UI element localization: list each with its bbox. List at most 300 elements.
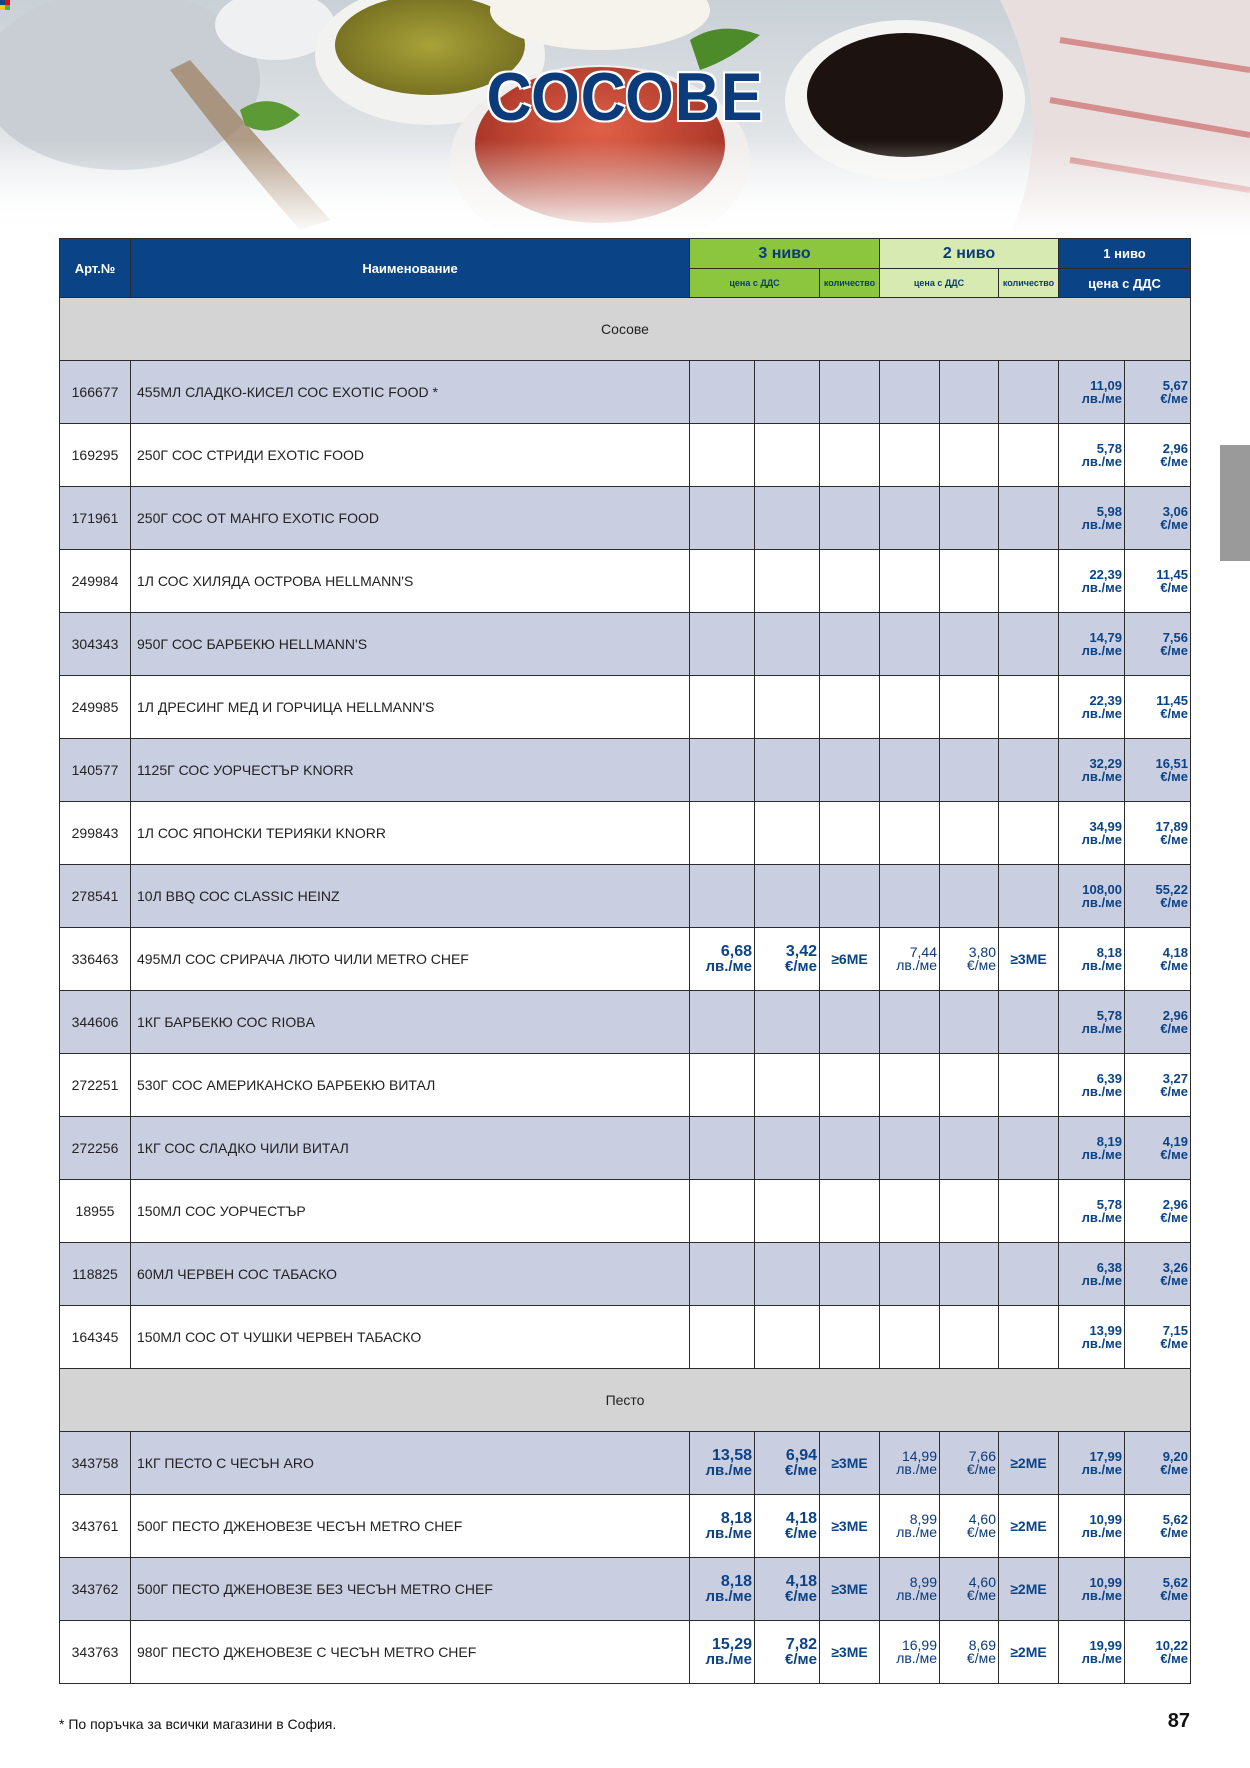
column-header-name: Наименование [131, 239, 690, 298]
level3-price-eur [755, 1432, 820, 1495]
level1-price-eur-value: 3,26 [1162, 1260, 1189, 1275]
table-row [60, 1180, 1191, 1243]
level3-empty-cell [755, 865, 820, 928]
level1-price-bgn-unit: лв./ме [1081, 895, 1122, 910]
level1-price-eur-value: 16,51 [1155, 756, 1189, 771]
product-name: 150МЛ СОС ОТ ЧУШКИ ЧЕРВЕН ТАБАСКО [131, 1306, 690, 1369]
level3-price-bgn-unit: лв./ме [705, 958, 752, 975]
level1-price-eur-value: 3,27 [1162, 1071, 1189, 1086]
level2-empty-cell [880, 1117, 940, 1180]
level1-price-bgn-unit: лв./ме [1081, 580, 1122, 595]
hero-banner [0, 0, 1250, 235]
level2-empty-cell [999, 676, 1059, 739]
level1-price-bgn-value: 10,99 [1089, 1512, 1122, 1527]
level1-price-eur [1125, 1495, 1191, 1558]
level2-empty-cell [940, 1180, 999, 1243]
level1-price-bgn-value: 5,78 [1096, 1197, 1122, 1212]
level2-price-bgn-unit: лв./ме [896, 1461, 937, 1477]
level1-price-eur [1125, 802, 1191, 865]
level1-price-eur-value: 2,96 [1162, 1008, 1189, 1023]
level1-price-eur [1125, 1306, 1191, 1369]
level2-price-bgn [880, 1432, 940, 1495]
level1-price-bgn [1059, 1117, 1125, 1180]
level1-price-bgn-value: 32,29 [1089, 756, 1122, 771]
level3-empty-cell [755, 739, 820, 802]
level2-empty-cell [880, 865, 940, 928]
article-number: 344606 [60, 991, 131, 1054]
level2-price-eur [940, 1621, 999, 1684]
level3-price-eur-value: 4,18 [785, 1510, 817, 1527]
level3-price-eur-value: 6,94 [785, 1447, 817, 1464]
level2-quantity: ≥2МЕ [999, 1558, 1059, 1621]
level1-price-bgn-unit: лв./ме [1081, 517, 1122, 532]
level1-price-eur [1125, 1432, 1191, 1495]
level2-empty-cell [880, 1054, 940, 1117]
level3-empty-cell [820, 613, 880, 676]
level3-empty-cell [690, 991, 755, 1054]
level2-price-bgn-value: 8,99 [909, 1574, 937, 1590]
level2-empty-cell [999, 865, 1059, 928]
level2-empty-cell [999, 1117, 1059, 1180]
table-row [60, 991, 1191, 1054]
level1-price-eur-value: 5,62 [1162, 1575, 1189, 1590]
level1-price-eur-unit: €/ме [1160, 454, 1189, 469]
level3-empty-cell [755, 1054, 820, 1117]
level2-empty-cell [999, 802, 1059, 865]
level1-price-eur [1125, 739, 1191, 802]
level1-price-eur-unit: €/ме [1160, 1651, 1189, 1666]
level1-price-bgn-value: 5,78 [1096, 441, 1122, 456]
level2-empty-cell [940, 1054, 999, 1117]
article-number: 343761 [60, 1495, 131, 1558]
level1-price-eur-value: 7,15 [1162, 1323, 1189, 1338]
level1-price-eur-unit: €/ме [1160, 895, 1189, 910]
level2-price-eur-unit: €/ме [966, 1524, 996, 1540]
level2-price-eur-value: 7,66 [968, 1448, 996, 1464]
level2-price-eur-value: 8,69 [968, 1637, 996, 1653]
table-row [60, 1495, 1191, 1558]
product-name: 1Л СОС ХИЛЯДА ОСТРОВА HELLMANN'S [131, 550, 690, 613]
level3-empty-cell [755, 424, 820, 487]
level2-empty-cell [999, 550, 1059, 613]
product-name: 980Г ПЕСТО ДЖЕНОВЕЗЕ С ЧЕСЪН METRO CHEF [131, 1621, 690, 1684]
article-number: 140577 [60, 739, 131, 802]
brand-logo-icon [0, 0, 10, 10]
level1-price-eur [1125, 550, 1191, 613]
article-number: 166677 [60, 361, 131, 424]
level2-empty-cell [880, 613, 940, 676]
level2-price-bgn-unit: лв./ме [896, 1650, 937, 1666]
table-row [60, 1432, 1191, 1495]
level1-price-bgn-value: 8,18 [1096, 945, 1122, 960]
article-number: 164345 [60, 1306, 131, 1369]
level1-price-eur-unit: €/ме [1160, 1462, 1189, 1477]
level3-empty-cell [755, 676, 820, 739]
level1-price-bgn [1059, 361, 1125, 424]
level3-price-bgn-value: 8,18 [720, 1573, 752, 1590]
level1-price-bgn-unit: лв./ме [1081, 1147, 1122, 1162]
level3-empty-cell [820, 865, 880, 928]
level2-price-eur-unit: €/ме [966, 957, 996, 973]
product-name: 1Л ДРЕСИНГ МЕД И ГОРЧИЦА HELLMANN'S [131, 676, 690, 739]
level3-empty-cell [820, 802, 880, 865]
level3-price-eur-unit: €/ме [785, 958, 817, 975]
level3-price-eur [755, 928, 820, 991]
level2-empty-cell [880, 1306, 940, 1369]
level2-price-eur [940, 1558, 999, 1621]
level2-empty-cell [999, 1054, 1059, 1117]
level3-price-bgn [690, 1621, 755, 1684]
level1-price-bgn [1059, 424, 1125, 487]
level1-price-bgn-unit: лв./ме [1081, 391, 1122, 406]
level3-empty-cell [690, 1180, 755, 1243]
level1-price-eur [1125, 1243, 1191, 1306]
level1-price-eur [1125, 487, 1191, 550]
section-title: Сосове [60, 298, 1191, 361]
level1-price-eur [1125, 928, 1191, 991]
level1-price-bgn-unit: лв./ме [1081, 832, 1122, 847]
level2-price-eur-unit: €/ме [966, 1587, 996, 1603]
level2-empty-cell [880, 802, 940, 865]
level3-price-bgn-value: 6,68 [720, 943, 752, 960]
level2-price-bgn [880, 1621, 940, 1684]
product-name: 495МЛ СОС СРИРАЧА ЛЮТО ЧИЛИ METRO CHEF [131, 928, 690, 991]
article-number: 249985 [60, 676, 131, 739]
level2-empty-cell [880, 1243, 940, 1306]
level1-price-bgn [1059, 1243, 1125, 1306]
article-number: 249984 [60, 550, 131, 613]
level1-price-bgn [1059, 739, 1125, 802]
level1-price-bgn [1059, 1558, 1125, 1621]
level2-empty-cell [940, 865, 999, 928]
product-name: 1КГ ПЕСТО С ЧЕСЪН ARO [131, 1432, 690, 1495]
product-name: 1125Г СОС УОРЧЕСТЪР KNORR [131, 739, 690, 802]
level1-price-eur-unit: €/ме [1160, 1273, 1189, 1288]
level3-empty-cell [755, 1306, 820, 1369]
level3-price-header: цена с ДДС [690, 269, 820, 298]
level3-price-bgn-unit: лв./ме [705, 1462, 752, 1479]
level1-price-eur-unit: €/ме [1160, 391, 1189, 406]
column-header-article: Арт.№ [60, 239, 131, 298]
level1-price-eur-unit: €/ме [1160, 832, 1189, 847]
level1-price-bgn-value: 5,98 [1096, 504, 1122, 519]
table-row [60, 739, 1191, 802]
level1-price-bgn-value: 22,39 [1089, 567, 1122, 582]
product-name: 1Л СОС ЯПОНСКИ ТЕРИЯКИ KNORR [131, 802, 690, 865]
level3-quantity: ≥3МЕ [820, 1432, 880, 1495]
column-header-level1: 1 ниво [1059, 239, 1191, 269]
level3-price-bgn [690, 1432, 755, 1495]
level1-price-bgn-value: 10,99 [1089, 1575, 1122, 1590]
level1-price-bgn [1059, 1621, 1125, 1684]
level3-empty-cell [820, 1117, 880, 1180]
level3-empty-cell [690, 802, 755, 865]
level3-price-eur-unit: €/ме [785, 1588, 817, 1605]
level1-price-eur-value: 11,45 [1156, 693, 1189, 708]
level1-price-eur-value: 11,45 [1156, 567, 1189, 582]
level1-price-bgn-unit: лв./ме [1081, 1525, 1122, 1540]
level2-empty-cell [940, 991, 999, 1054]
level1-price-bgn-unit: лв./ме [1081, 1273, 1122, 1288]
level3-empty-cell [690, 613, 755, 676]
level2-empty-cell [999, 1180, 1059, 1243]
level3-empty-cell [820, 487, 880, 550]
level1-price-eur-value: 2,96 [1162, 441, 1189, 456]
table-row [60, 865, 1191, 928]
level3-empty-cell [820, 1180, 880, 1243]
level1-price-bgn [1059, 928, 1125, 991]
level1-price-eur [1125, 424, 1191, 487]
level3-price-bgn [690, 1558, 755, 1621]
level1-price-bgn [1059, 1180, 1125, 1243]
level2-empty-cell [940, 550, 999, 613]
level1-price-bgn-value: 8,19 [1096, 1134, 1122, 1149]
section-row [60, 1369, 1191, 1432]
level2-price-bgn-value: 8,99 [909, 1511, 937, 1527]
level3-price-bgn-unit: лв./ме [705, 1588, 752, 1605]
level3-price-bgn [690, 1495, 755, 1558]
level1-price-eur-unit: €/ме [1160, 958, 1189, 973]
level3-empty-cell [690, 1054, 755, 1117]
level3-quantity: ≥3МЕ [820, 1621, 880, 1684]
level3-empty-cell [690, 487, 755, 550]
product-name: 455МЛ СЛАДКО-КИСЕЛ СОС EXOTIC FOOD * [131, 361, 690, 424]
level1-price-bgn-value: 5,78 [1096, 1008, 1122, 1023]
level1-price-bgn [1059, 676, 1125, 739]
price-table [59, 238, 1191, 1684]
level1-price-bgn-unit: лв./ме [1081, 1084, 1122, 1099]
level2-price-eur [940, 1432, 999, 1495]
level1-price-bgn-unit: лв./ме [1081, 1210, 1122, 1225]
table-row [60, 802, 1191, 865]
product-name: 250Г СОС СТРИДИ EXOTIC FOOD [131, 424, 690, 487]
level1-price-eur [1125, 1054, 1191, 1117]
level2-empty-cell [999, 424, 1059, 487]
article-number: 272256 [60, 1117, 131, 1180]
level3-empty-cell [755, 613, 820, 676]
level1-price-bgn [1059, 1495, 1125, 1558]
level3-empty-cell [820, 676, 880, 739]
level1-price-eur-value: 4,19 [1162, 1134, 1189, 1149]
level2-empty-cell [999, 739, 1059, 802]
product-name: 530Г СОС АМЕРИКАНСКО БАРБЕКЮ ВИТАЛ [131, 1054, 690, 1117]
level2-empty-cell [999, 1243, 1059, 1306]
level3-price-eur-unit: €/ме [785, 1462, 817, 1479]
level1-price-bgn [1059, 1432, 1125, 1495]
level2-empty-cell [940, 1117, 999, 1180]
level3-empty-cell [755, 1243, 820, 1306]
article-number: 343763 [60, 1621, 131, 1684]
level2-quantity: ≥2МЕ [999, 1621, 1059, 1684]
level2-price-bgn-value: 16,99 [901, 1637, 937, 1653]
level1-price-eur-unit: €/ме [1160, 1084, 1189, 1099]
level3-price-eur-unit: €/ме [785, 1525, 817, 1542]
level3-price-eur [755, 1495, 820, 1558]
level1-price-bgn-unit: лв./ме [1081, 706, 1122, 721]
level2-quantity: ≥3МЕ [999, 928, 1059, 991]
level3-empty-cell [820, 739, 880, 802]
level1-price-eur [1125, 865, 1191, 928]
level1-price-eur-unit: €/ме [1160, 1147, 1189, 1162]
level1-price-bgn-unit: лв./ме [1081, 958, 1122, 973]
level3-empty-cell [690, 1117, 755, 1180]
level2-empty-cell [880, 1180, 940, 1243]
page-title: СОСОВЕ [486, 59, 764, 135]
level3-price-eur [755, 1558, 820, 1621]
level1-price-eur-value: 55,22 [1155, 882, 1189, 897]
level3-price-bgn-unit: лв./ме [705, 1525, 752, 1542]
level2-empty-cell [880, 361, 940, 424]
level1-price-eur-unit: €/ме [1160, 1588, 1189, 1603]
level1-price-header: цена с ДДС [1059, 269, 1191, 298]
level2-empty-cell [940, 802, 999, 865]
level1-price-eur [1125, 361, 1191, 424]
section-row [60, 298, 1191, 361]
level3-empty-cell [820, 1243, 880, 1306]
level1-price-eur-value: 3,06 [1162, 504, 1189, 519]
level1-price-bgn-value: 14,79 [1089, 630, 1122, 645]
article-number: 272251 [60, 1054, 131, 1117]
level1-price-eur-value: 7,56 [1162, 630, 1189, 645]
side-index-tab [1220, 445, 1250, 561]
level2-empty-cell [940, 739, 999, 802]
article-number: 304343 [60, 613, 131, 676]
level1-price-bgn [1059, 550, 1125, 613]
level2-price-bgn [880, 1495, 940, 1558]
level2-empty-cell [880, 550, 940, 613]
level3-empty-cell [690, 550, 755, 613]
level3-price-eur [755, 1621, 820, 1684]
level1-price-eur-value: 17,89 [1155, 819, 1189, 834]
product-name: 950Г СОС БАРБЕКЮ HELLMANN'S [131, 613, 690, 676]
level3-price-bgn-value: 13,58 [711, 1447, 752, 1464]
level3-empty-cell [820, 550, 880, 613]
level3-price-bgn-value: 8,18 [720, 1510, 752, 1527]
product-name: 500Г ПЕСТО ДЖЕНОВЕЗЕ БЕЗ ЧЕСЪН METRO CHEF [131, 1558, 690, 1621]
level2-price-eur-value: 4,60 [968, 1511, 996, 1527]
level1-price-eur-value: 4,18 [1162, 945, 1189, 960]
level2-empty-cell [999, 1306, 1059, 1369]
level2-price-eur [940, 928, 999, 991]
level3-empty-cell [755, 991, 820, 1054]
table-row [60, 424, 1191, 487]
level1-price-eur [1125, 991, 1191, 1054]
level3-price-eur-value: 4,18 [785, 1573, 817, 1590]
level1-price-eur [1125, 1117, 1191, 1180]
level1-price-eur [1125, 1558, 1191, 1621]
level3-empty-cell [755, 550, 820, 613]
level2-price-header: цена с ДДС [880, 269, 999, 298]
column-header-level3: 3 ниво [690, 239, 880, 269]
level1-price-bgn [1059, 802, 1125, 865]
level1-price-eur [1125, 613, 1191, 676]
level3-empty-cell [690, 865, 755, 928]
level3-quantity: ≥3МЕ [820, 1495, 880, 1558]
level1-price-eur-unit: €/ме [1160, 643, 1189, 658]
level1-price-bgn-value: 6,38 [1096, 1260, 1122, 1275]
level1-price-bgn-unit: лв./ме [1081, 769, 1122, 784]
level3-empty-cell [690, 1243, 755, 1306]
level2-price-eur [940, 1495, 999, 1558]
level2-qty-header: количество [999, 269, 1059, 298]
footnote: * По поръчка за всички магазини в София. [59, 1716, 337, 1732]
level2-price-bgn-value: 14,99 [901, 1448, 937, 1464]
level3-empty-cell [755, 361, 820, 424]
level1-price-bgn-value: 19,99 [1089, 1638, 1122, 1653]
article-number: 278541 [60, 865, 131, 928]
level2-empty-cell [940, 1243, 999, 1306]
level1-price-bgn [1059, 865, 1125, 928]
product-name: 150МЛ СОС УОРЧЕСТЪР [131, 1180, 690, 1243]
table-row [60, 550, 1191, 613]
level1-price-bgn-unit: лв./ме [1081, 1336, 1122, 1351]
level2-quantity: ≥2МЕ [999, 1495, 1059, 1558]
level1-price-bgn-value: 22,39 [1089, 693, 1122, 708]
level3-empty-cell [690, 676, 755, 739]
table-row [60, 1054, 1191, 1117]
level3-price-bgn [690, 928, 755, 991]
level1-price-eur-unit: €/ме [1160, 580, 1189, 595]
article-number: 299843 [60, 802, 131, 865]
level1-price-eur-unit: €/ме [1160, 1525, 1189, 1540]
article-number: 171961 [60, 487, 131, 550]
level1-price-bgn [1059, 1054, 1125, 1117]
level3-empty-cell [820, 991, 880, 1054]
level3-empty-cell [820, 424, 880, 487]
level2-price-eur-value: 3,80 [968, 944, 996, 960]
level3-empty-cell [820, 361, 880, 424]
level3-quantity: ≥6МЕ [820, 928, 880, 991]
level1-price-bgn-value: 13,99 [1089, 1323, 1122, 1338]
level1-price-bgn-value: 11,09 [1090, 378, 1122, 393]
table-row [60, 928, 1191, 991]
table-row [60, 1243, 1191, 1306]
product-name: 250Г СОС ОТ МАНГО EXOTIC FOOD [131, 487, 690, 550]
level1-price-bgn-value: 34,99 [1089, 819, 1122, 834]
level1-price-bgn [1059, 991, 1125, 1054]
level3-empty-cell [820, 1054, 880, 1117]
level2-price-eur-unit: €/ме [966, 1650, 996, 1666]
level3-quantity: ≥3МЕ [820, 1558, 880, 1621]
level3-empty-cell [755, 1180, 820, 1243]
level1-price-eur [1125, 1180, 1191, 1243]
level2-empty-cell [880, 739, 940, 802]
level1-price-bgn-unit: лв./ме [1081, 643, 1122, 658]
article-number: 343762 [60, 1558, 131, 1621]
level1-price-bgn-value: 17,99 [1089, 1449, 1122, 1464]
level1-price-eur [1125, 676, 1191, 739]
level2-empty-cell [999, 991, 1059, 1054]
level2-empty-cell [940, 361, 999, 424]
article-number: 118825 [60, 1243, 131, 1306]
level1-price-bgn-unit: лв./ме [1081, 1021, 1122, 1036]
level2-price-bgn [880, 1558, 940, 1621]
level1-price-bgn-value: 108,00 [1082, 882, 1122, 897]
level2-price-bgn [880, 928, 940, 991]
article-number: 169295 [60, 424, 131, 487]
level2-empty-cell [940, 613, 999, 676]
table-row [60, 487, 1191, 550]
table-row [60, 676, 1191, 739]
level1-price-bgn-value: 6,39 [1096, 1071, 1122, 1086]
section-title: Песто [60, 1369, 1191, 1432]
table-row [60, 613, 1191, 676]
product-name: 1КГ СОС СЛАДКО ЧИЛИ ВИТАЛ [131, 1117, 690, 1180]
table-row [60, 1306, 1191, 1369]
level3-empty-cell [755, 1117, 820, 1180]
column-header-level2: 2 ниво [880, 239, 1059, 269]
page-number: 87 [1167, 1710, 1190, 1732]
